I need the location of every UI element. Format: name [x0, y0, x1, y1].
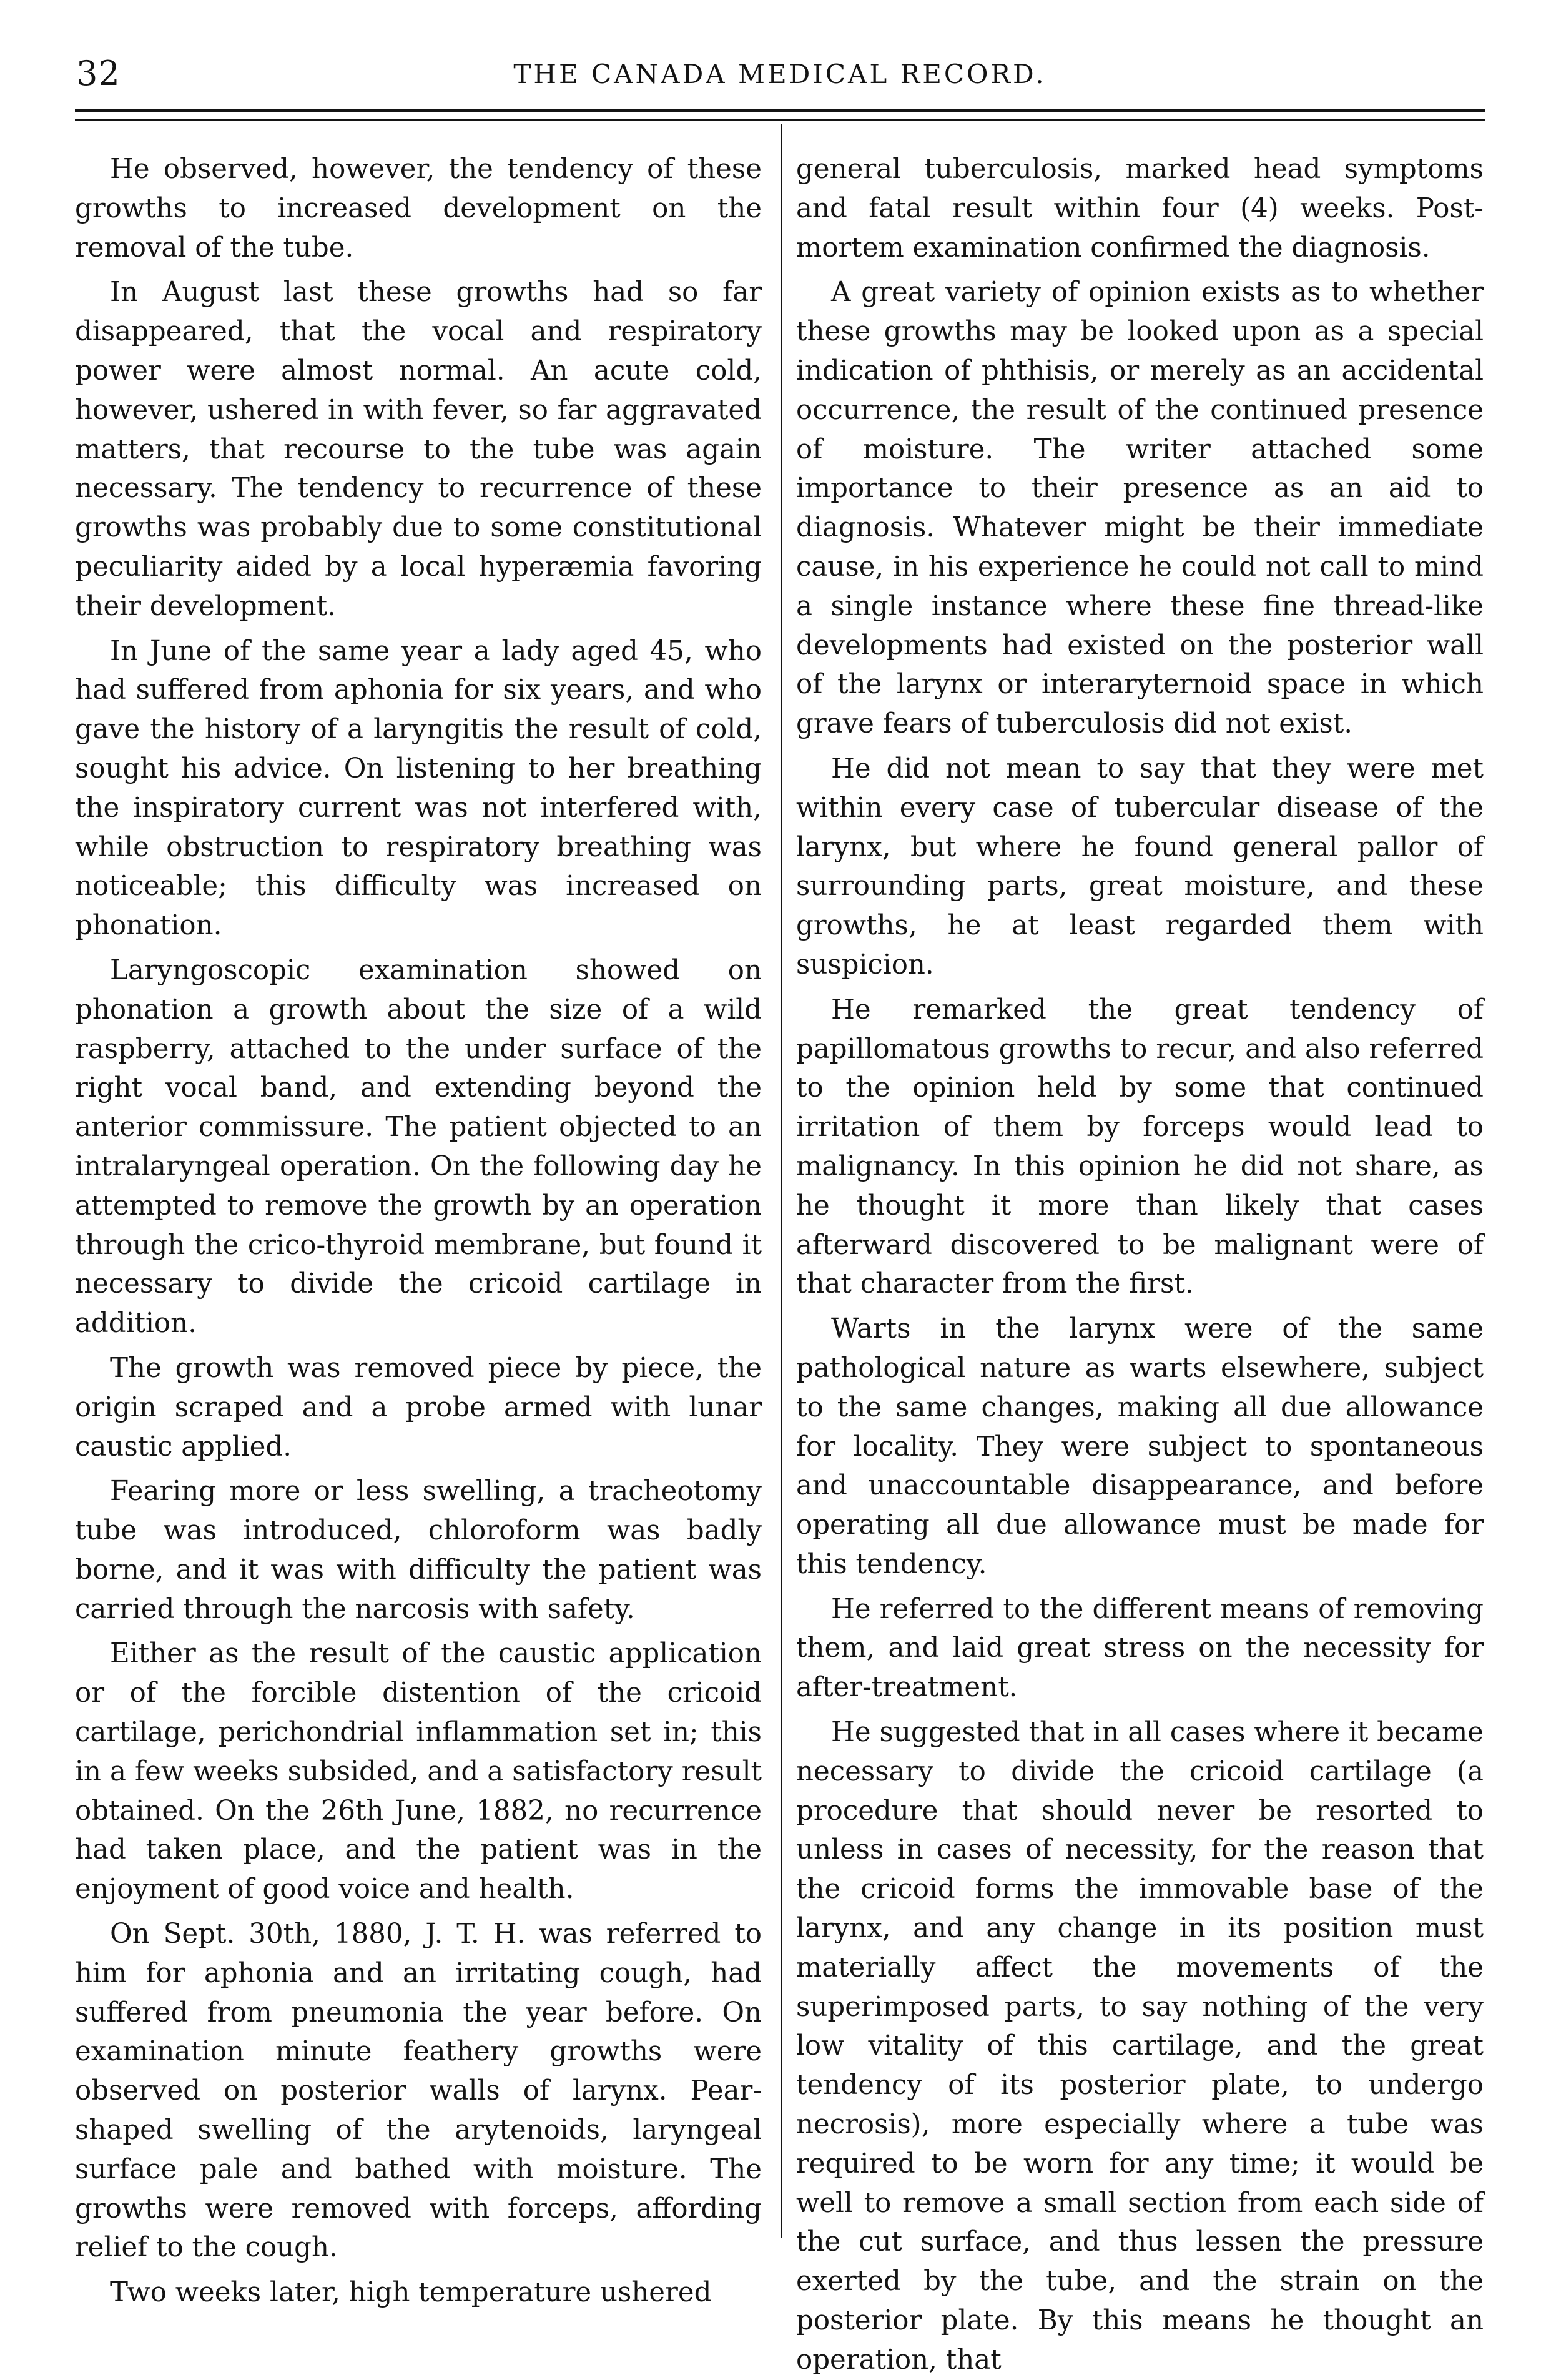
column-divider — [781, 124, 782, 2238]
paragraph: He observed, however, the tendency of these growths to increased development on the removal of the tube. — [75, 154, 762, 264]
paragraph: The growth was removed piece by piece, the origin scraped and a probe armed with lunar caustic applied. — [75, 1352, 762, 1463]
header-rule — [75, 109, 1485, 121]
running-head: THE CANADA MEDICAL RECORD. — [513, 59, 1046, 89]
paragraph: He remarked the great tendency of papillomatous growths to recur, and also referred to the opinion held by some that continued irritation of them by forceps would lead to malignancy. In this opinion he did not share, as he thought it more than likely that cases afterward discovered to be malignant were of that character from the first. — [796, 994, 1484, 1300]
left-column — [75, 150, 762, 2309]
paragraph: Either as the result of the caustic application or of the forcible distention of the cricoid cartilage, perichondrial inflammation set in; this in a few weeks subsided, and a satisfactory result obtained. On the 26th June, 1882, no recurrence had taken place, and the patient was in the enjoyment of good voice and health. — [75, 1638, 762, 1905]
paragraph: In June of the same year a lady aged 45, who had suffered from aphonia for six years, and who gave the history of a laryngitis the result of cold, sought his advice. On listening to her breathing the inspiratory current was not interfered with, while obstruction to respiratory breathing was noticeable; this difficulty was increased on phonation. — [75, 635, 762, 942]
paragraph: Warts in the larynx were of the same pathological nature as warts elsewhere, subject to the same changes, making all due allowance for locality. They were subject to spontaneous and unaccountable disappearance, and before operating all due allowance must be made for this tendency. — [796, 1313, 1484, 1580]
continued-paragraph: general tuberculosis, marked head symptoms and fatal result within four (4) weeks. Post-mortem examination confirmed the diagnosis. — [796, 154, 1484, 264]
paragraph: Fearing more or less swelling, a tracheotomy tube was introduced, chloroform was badly borne, and it was with difficulty the patient was carried through the narcosis with safety. — [75, 1476, 762, 1625]
paragraph: Laryngoscopic examination showed on phonation a growth about the size of a wild raspberry, attached to the under surface of the right vocal band, and extending beyond the anterior commissure. The patient objected to an intralaryngeal operation. On the following day he attempted to remove the growth by an operation through the crico-thyroid membrane, but found it necessary to divide the cricoid cartilage in addition. — [75, 954, 762, 1340]
paragraph: He referred to the different means of removing them, and laid great stress on the necessity for after-treatment. — [796, 1593, 1484, 1704]
paragraph: A great variety of opinion exists as to whether these growths may be looked upon as a special indication of phthisis, or merely as an accidental occurrence, the result of the continued presence of moisture. The writer attached some importance to their presence as an aid to diagnosis. Whatever might be their immediate cause, in his experience he could not call to mind a single instance where these fine thread-like developments had existed on the posterior wall of the larynx or interaryternoid space in which grave fears of tuberculosis did not exist. — [796, 277, 1484, 740]
page-number: 32 — [76, 54, 121, 93]
page-header — [75, 51, 1485, 95]
paragraph: In August last these growths had so far disappeared, that the vocal and respiratory power were almost normal. An acute cold, however, ushered in with fever, so far aggravated matters, that recourse to the tube was again necessary. The tendency to recurrence of these growths was probably due to some constitutional peculiarity aided by a local hyperæmia favoring their development. — [75, 277, 762, 622]
paragraph: He suggested that in all cases where it became necessary to divide the cricoid cartilage (a procedure that should never be resorted to unless in cases of necessity, for the reason that the cricoid forms the immovable base of the larynx, and any change in its position must materially affect the movements of the superimposed parts, to say nothing of the very low vitality of this cartilage, and the great tendency of its posterior plate, to undergo necrosis), more especially where a tube was required to be worn for any time; it would be well to remove a small section from each side of the cut surface, and thus lessen the pressure exerted by the tube, and the strain on the posterior plate. By this means he thought an operation, that — [796, 1717, 1484, 2376]
paragraph: He did not mean to say that they were met within every case of tubercular disease of the larynx, but where he found general pallor of surrounding parts, great moisture, and these growths, he at least regarded them with suspicion. — [796, 753, 1484, 980]
right-column — [796, 150, 1484, 2376]
paragraph: Two weeks later, high temperature ushered — [110, 2277, 712, 2309]
paragraph: On Sept. 30th, 1880, J. T. H. was referred to him for aphonia and an irritating cough, had suffered from pneumonia the year before. On examination minute feathery growths were observed on posterior walls of larynx. Pear-shaped swelling of the arytenoids, laryngeal surface pale and bathed with moisture. The growths were removed with forceps, affording relief to the cough. — [75, 1918, 762, 2264]
